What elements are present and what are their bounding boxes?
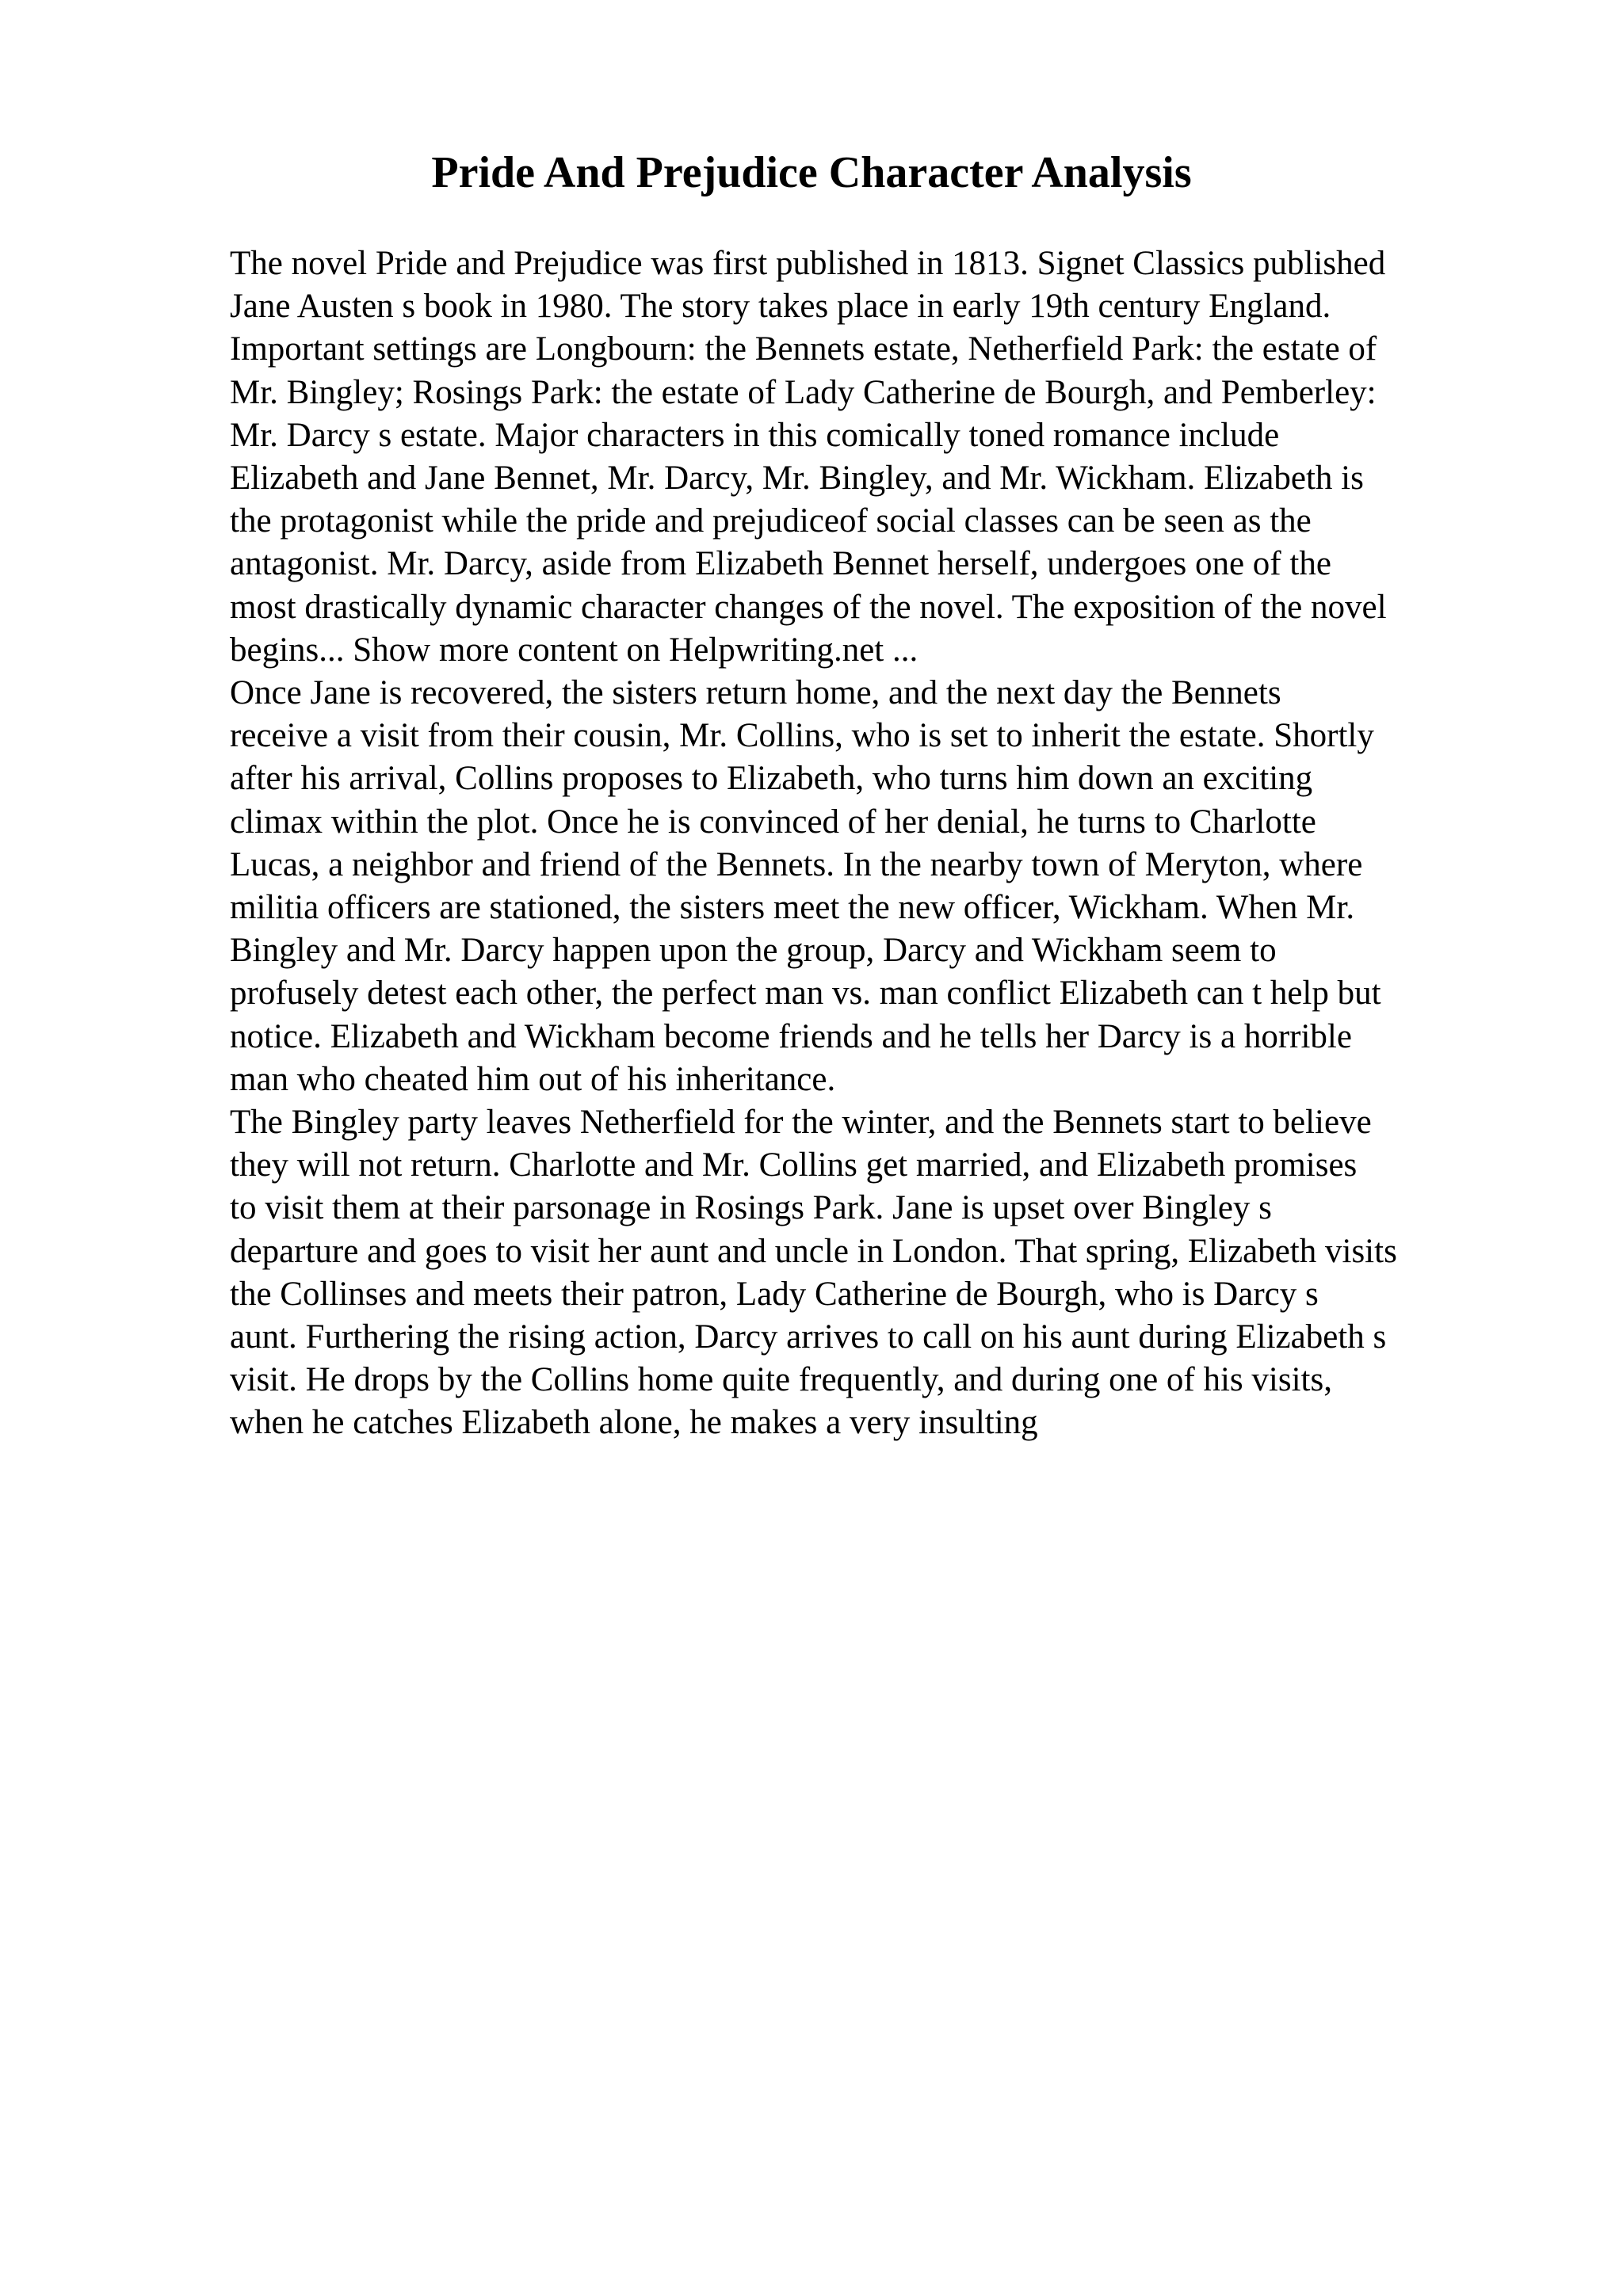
text-line: to visit them at their parsonage in Rosings Park. Jane is upset over Bingley s — [230, 1189, 1272, 1227]
document-title: Pride And Prejudice Character Analysis — [431, 148, 1192, 197]
text-line: begins... Show more content on Helpwriting.net ... — [230, 631, 918, 669]
text-line: departure and goes to visit her aunt and uncle in London. That spring, Elizabeth visits — [230, 1232, 1397, 1270]
text-line: visit. He drops by the Collins home quite frequently, and during one of his visits, — [230, 1361, 1332, 1399]
text-line: man who cheated him out of his inheritance. — [230, 1060, 836, 1098]
text-line: aunt. Furthering the rising action, Darcy arrives to call on his aunt during Elizabeth s — [230, 1318, 1387, 1356]
text-line: Lucas, a neighbor and friend of the Bennets. In the nearby town of Meryton, where — [230, 845, 1363, 883]
text-line: profusely detest each other, the perfect man vs. man conflict Elizabeth can t help but — [230, 974, 1381, 1013]
text-line: Mr. Bingley; Rosings Park: the estate of Lady Catherine de Bourgh, and Pemberley: — [230, 373, 1377, 411]
text-line: militia officers are stationed, the sisters meet the new officer, Wickham. When Mr. — [230, 889, 1355, 927]
document-body — [230, 242, 1514, 1445]
text-line: the protagonist while the pride and prejudiceof social classes can be seen as the — [230, 502, 1312, 540]
paragraph-1 — [230, 242, 1514, 672]
paragraph-3 — [230, 1101, 1514, 1445]
text-line: climax within the plot. Once he is convinced of her denial, he turns to Charlotte — [230, 803, 1316, 841]
text-line: Elizabeth and Jane Bennet, Mr. Darcy, Mr. Bingley, and Mr. Wickham. Elizabeth is — [230, 460, 1364, 498]
text-line: Jane Austen s book in 1980. The story takes place in early 19th century England. — [230, 288, 1331, 326]
text-line: Once Jane is recovered, the sisters return home, and the next day the Bennets — [230, 674, 1281, 712]
text-line: antagonist. Mr. Darcy, aside from Elizabeth Bennet herself, undergoes one of the — [230, 545, 1331, 583]
text-line: Important settings are Longbourn: the Bennets estate, Netherfield Park: the estate of — [230, 330, 1377, 368]
text-line: Mr. Darcy s estate. Major characters in this comically toned romance include — [230, 416, 1280, 454]
text-line: receive a visit from their cousin, Mr. Collins, who is set to inherit the estate. Shortly — [230, 717, 1374, 755]
text-line: notice. Elizabeth and Wickham become friends and he tells her Darcy is a horrible — [230, 1017, 1352, 1055]
text-line: The Bingley party leaves Netherfield for the winter, and the Bennets start to believe — [230, 1104, 1372, 1142]
text-line: after his arrival, Collins proposes to Elizabeth, who turns him down an exciting — [230, 760, 1313, 798]
paragraph-2 — [230, 672, 1514, 1101]
text-line: they will not return. Charlotte and Mr. Collins get married, and Elizabeth promises — [230, 1146, 1358, 1184]
text-line: The novel Pride and Prejudice was first published in 1813. Signet Classics published — [230, 245, 1386, 282]
text-line: the Collinses and meets their patron, Lady Catherine de Bourgh, who is Darcy s — [230, 1275, 1319, 1313]
text-line: Bingley and Mr. Darcy happen upon the group, Darcy and Wickham seem to — [230, 932, 1277, 970]
text-line: when he catches Elizabeth alone, he makes a very insulting — [230, 1404, 1038, 1442]
text-line: most drastically dynamic character changes of the novel. The exposition of the novel — [230, 588, 1387, 626]
